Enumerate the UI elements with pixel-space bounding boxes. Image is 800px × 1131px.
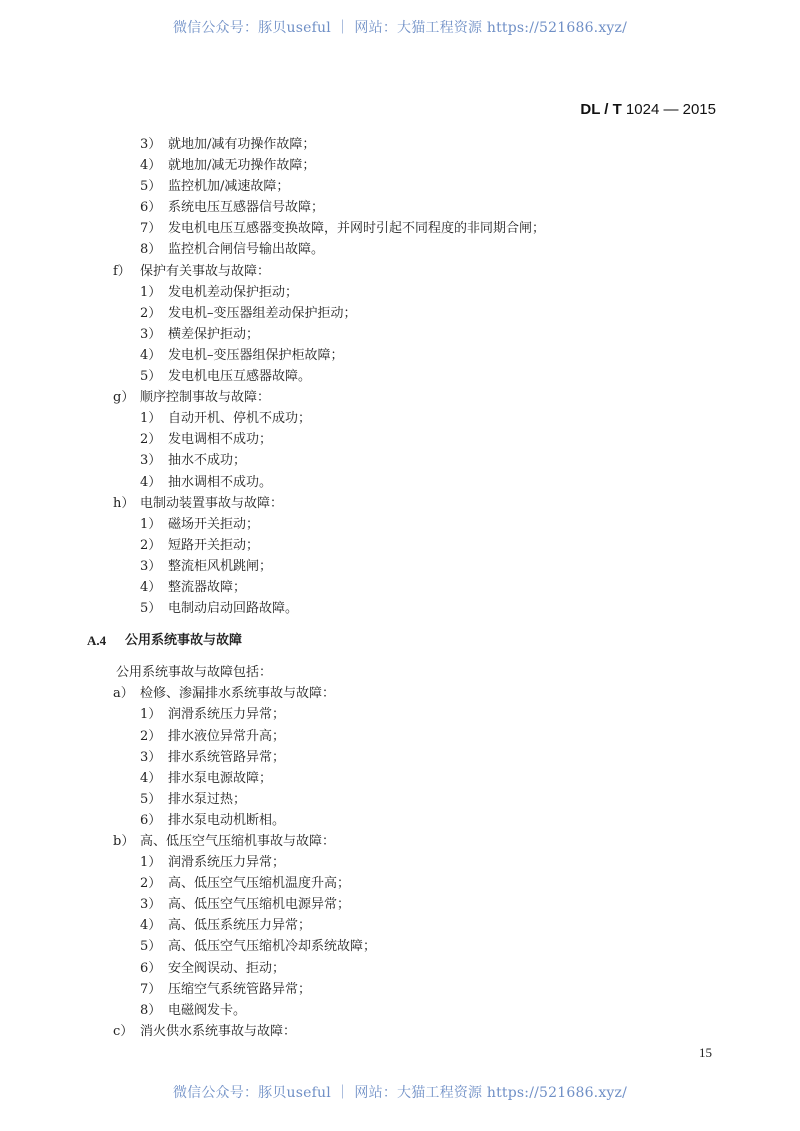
list-text: 电制动装置事故与故障： <box>140 495 284 511</box>
list-text: 发电机电压互感器变换故障，并网时引起不同程度的非同期合闸； <box>168 221 546 237</box>
sub-list-item <box>0 450 800 471</box>
list-text: 抽水调相不成功。 <box>168 474 273 490</box>
list-marker: 8） <box>140 1002 162 1018</box>
list-text: 发电机–变压器组保护柜故障； <box>168 347 344 363</box>
section-title: 公用系统事故与故障 <box>125 633 243 649</box>
list-text: 就地加/减有功操作故障； <box>168 137 316 152</box>
list-marker: 4） <box>140 158 162 174</box>
sub-list-item <box>0 514 800 535</box>
list-text: 整流柜风机跳闸； <box>168 558 273 574</box>
standard-prefix: DL / T <box>580 101 622 118</box>
list-marker: f） <box>113 263 131 279</box>
list-block-1 <box>0 134 800 619</box>
list-marker: c） <box>113 1023 134 1039</box>
sub-list-item <box>0 789 800 810</box>
list-text: 压缩空气系统管路异常； <box>168 981 312 997</box>
sub-list-item <box>0 239 800 260</box>
list-text: 就地加/减无功操作故障； <box>168 158 316 174</box>
sub-list-item <box>0 282 800 303</box>
list-text: 高、低压空气压缩机事故与故障： <box>140 834 336 849</box>
sub-list-item <box>0 598 800 619</box>
list-text: 监控机加/减速故障； <box>168 179 290 195</box>
sub-list-item <box>0 303 800 324</box>
list-marker: 3） <box>140 326 162 342</box>
sub-list-item <box>0 958 800 979</box>
list-marker: g） <box>113 390 135 406</box>
list-text: 发电机电压互感器故障。 <box>168 369 312 385</box>
list-text: 电制动启动回路故障。 <box>168 601 299 617</box>
list-marker: a） <box>113 686 134 702</box>
sub-list-item <box>0 768 800 789</box>
list-text: 排水泵电动机断相。 <box>168 812 286 828</box>
list-marker: h） <box>113 495 135 511</box>
list-marker: 4） <box>140 918 162 934</box>
sub-list-item <box>0 134 800 155</box>
sub-list-item <box>0 366 800 387</box>
watermark-top: 微信公众号：豚贝useful ｜ 网站：大猫工程资源 https://521686.xyz/ <box>172 20 628 36</box>
list-text: 高、低压空气压缩机电源异常； <box>168 897 351 913</box>
list-marker: 1） <box>140 855 162 871</box>
list-marker: 6） <box>140 812 162 828</box>
list-text: 发电调相不成功； <box>168 432 273 448</box>
list-marker: 2） <box>140 537 162 553</box>
list-text: 整流器故障； <box>168 579 247 595</box>
list-text: 检修、渗漏排水系统事故与故障： <box>140 686 336 702</box>
list-marker: 3） <box>140 558 162 574</box>
list-text: 高、低压空气压缩机温度升高； <box>168 876 351 892</box>
section-heading <box>0 630 800 651</box>
list-marker: 3） <box>140 453 162 469</box>
list-text: 抽水不成功； <box>168 453 247 469</box>
list-text: 横差保护拒动； <box>168 326 260 342</box>
list-text: 高、低压系统压力异常； <box>168 918 312 934</box>
list-marker: b） <box>113 834 135 849</box>
list-item <box>0 683 800 704</box>
list-marker: 6） <box>140 960 162 976</box>
intro-text: 公用系统事故与故障包括： <box>116 665 273 681</box>
sub-list-item <box>0 429 800 450</box>
sub-list-item <box>0 747 800 768</box>
list-text: 排水泵电源故障； <box>168 770 273 786</box>
document-body <box>0 134 800 1042</box>
sub-list-item <box>0 472 800 493</box>
list-text: 电磁阀发卡。 <box>168 1002 247 1018</box>
list-marker: 2） <box>140 305 162 321</box>
list-marker: 2） <box>140 432 162 448</box>
list-text: 润滑系统压力异常； <box>168 855 286 871</box>
list-marker: 1） <box>140 516 162 532</box>
sub-list-item <box>0 726 800 747</box>
list-marker: 4） <box>140 770 162 786</box>
list-text: 排水液位异常升高； <box>168 728 286 744</box>
sub-list-item <box>0 408 800 429</box>
sub-list-item <box>0 873 800 894</box>
sub-list-item <box>0 218 800 239</box>
list-item <box>0 831 800 852</box>
list-text: 系统电压互感器信号故障； <box>168 200 325 216</box>
list-text: 监控机合闸信号输出故障。 <box>168 242 325 258</box>
standard-number <box>580 101 716 118</box>
list-text: 发电机差动保护拒动； <box>168 284 299 300</box>
list-marker: 5） <box>140 179 162 195</box>
list-marker: 7） <box>140 981 162 997</box>
sub-list-item <box>0 915 800 936</box>
sub-list-item <box>0 810 800 831</box>
list-marker: 5） <box>140 939 162 955</box>
section-intro <box>0 662 800 683</box>
list-marker: 4） <box>140 474 162 490</box>
list-text: 排水系统管路异常； <box>168 749 286 765</box>
list-text: 保护有关事故与故障： <box>140 263 271 279</box>
standard-code: 1024 — 2015 <box>621 101 716 118</box>
sub-list-item <box>0 324 800 345</box>
sub-list-item <box>0 577 800 598</box>
sub-list-item <box>0 197 800 218</box>
list-item <box>0 261 800 282</box>
list-marker: 8） <box>140 242 162 258</box>
list-text: 排水泵过热； <box>168 791 247 807</box>
list-text: 自动开机、停机不成功； <box>168 411 312 427</box>
list-text: 消火供水系统事故与故障： <box>140 1023 297 1039</box>
list-item <box>0 387 800 408</box>
page-number: 15 <box>699 1045 712 1060</box>
list-marker: 4） <box>140 579 162 595</box>
list-marker: 2） <box>140 876 162 892</box>
sub-list-item <box>0 852 800 873</box>
watermark-bottom: 微信公众号：豚贝useful ｜ 网站：大猫工程资源 https://521686.xyz/ <box>172 1085 628 1101</box>
sub-list-item <box>0 345 800 366</box>
list-marker: 4） <box>140 347 162 363</box>
sub-list-item <box>0 936 800 957</box>
sub-list-item <box>0 176 800 197</box>
list-marker: 3） <box>140 897 162 913</box>
list-text: 润滑系统压力异常； <box>168 707 286 723</box>
sub-list-item <box>0 704 800 725</box>
list-marker: 1） <box>140 411 162 427</box>
list-text: 磁场开关拒动； <box>168 516 260 532</box>
list-marker: 1） <box>140 707 162 723</box>
list-marker: 3） <box>140 137 162 152</box>
list-marker: 2） <box>140 728 162 744</box>
list-marker: 7） <box>140 221 162 237</box>
list-marker: 5） <box>140 601 162 617</box>
list-item <box>0 493 800 514</box>
sub-list-item <box>0 1000 800 1021</box>
list-item <box>0 1021 800 1042</box>
list-text: 高、低压空气压缩机冷却系统故障； <box>168 939 377 955</box>
sub-list-item <box>0 979 800 1000</box>
list-marker: 5） <box>140 791 162 807</box>
list-text: 顺序控制事故与故障： <box>140 390 271 406</box>
list-marker: 6） <box>140 200 162 216</box>
list-text: 发电机–变压器组差动保护拒动； <box>168 305 357 321</box>
list-marker: 3） <box>140 749 162 765</box>
section-number: A.4 <box>87 633 107 649</box>
list-text: 短路开关拒动； <box>168 537 260 553</box>
sub-list-item <box>0 155 800 176</box>
sub-list-item <box>0 894 800 915</box>
list-marker: 1） <box>140 284 162 300</box>
list-text: 安全阀误动、拒动； <box>168 960 286 976</box>
list-block-2 <box>0 683 800 1042</box>
list-marker: 5） <box>140 369 162 385</box>
sub-list-item <box>0 556 800 577</box>
sub-list-item <box>0 535 800 556</box>
